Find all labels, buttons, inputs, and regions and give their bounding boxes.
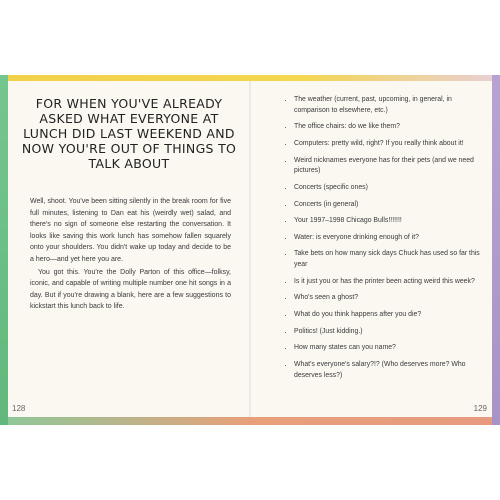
left-color-band [0,75,8,425]
list-item: • What's everyone's salary?!? (Who deserves more? Who deserves less?) [294,360,484,382]
page-number-right: 129 [473,404,487,413]
list-item: • The office chairs: do we like them? [294,122,484,133]
list-item: • Computers: pretty wild, right? If you really think about it! [294,139,484,150]
suggestion-list [284,95,484,387]
list-item: • Weird nicknames everyone has for their pets (and we need pictures) [294,156,484,178]
list-item: • Is it just you or has the printer been acting weird this week? [294,277,484,288]
list-item: • Who's seen a ghost? [294,293,484,304]
bottom-color-band [0,417,500,425]
list-item: • Water: is everyone drinking enough of it? [294,233,484,244]
list-item: • Concerts (specific ones) [294,183,484,194]
right-color-band [492,75,500,425]
body-text [30,196,231,314]
list-item: • Concerts (in general) [294,200,484,211]
paragraph: You got this. You're the Dolly Parton of this office—folksy, iconic, and capable of writing multiple number one hit songs in a day. But if you're drawing a blank, here are a few suggestions to kickstart this lunch back to life. [30,268,231,311]
page-title: FOR WHEN YOU'VE ALREADY ASKED WHAT EVERYONE AT LUNCH DID LAST WEEKEND AND NOW YOU'RE OUT OF THINGS TO TALK ABOUT [21,96,237,171]
list-item: • The weather (current, past, upcoming, in general, in comparison to elsewhere, etc.) [294,95,484,117]
list-item: • Politics! (Just kidding.) [294,327,484,338]
page-number-left: 128 [12,404,26,413]
page-gutter [249,81,251,417]
paragraph: Well, shoot. You've been sitting silently in the break room for five full minutes, listening to Dan eat his (weirdly wet) salad, and there's no sign of someone else restarting the conversation. It looks like saving this work lunch has somehow fallen squarely onto your shoulders. You didn't wake up today and decide to be a hero—and yet here you are. [30,198,231,263]
list-item: • What do you think happens after you die? [294,310,484,321]
list-item: • Take bets on how many sick days Chuck has used so far this year [294,249,484,271]
list-item: • Your 1997–1998 Chicago Bulls!!!!!!! [294,216,484,227]
list-item: • How many states can you name? [294,343,484,354]
